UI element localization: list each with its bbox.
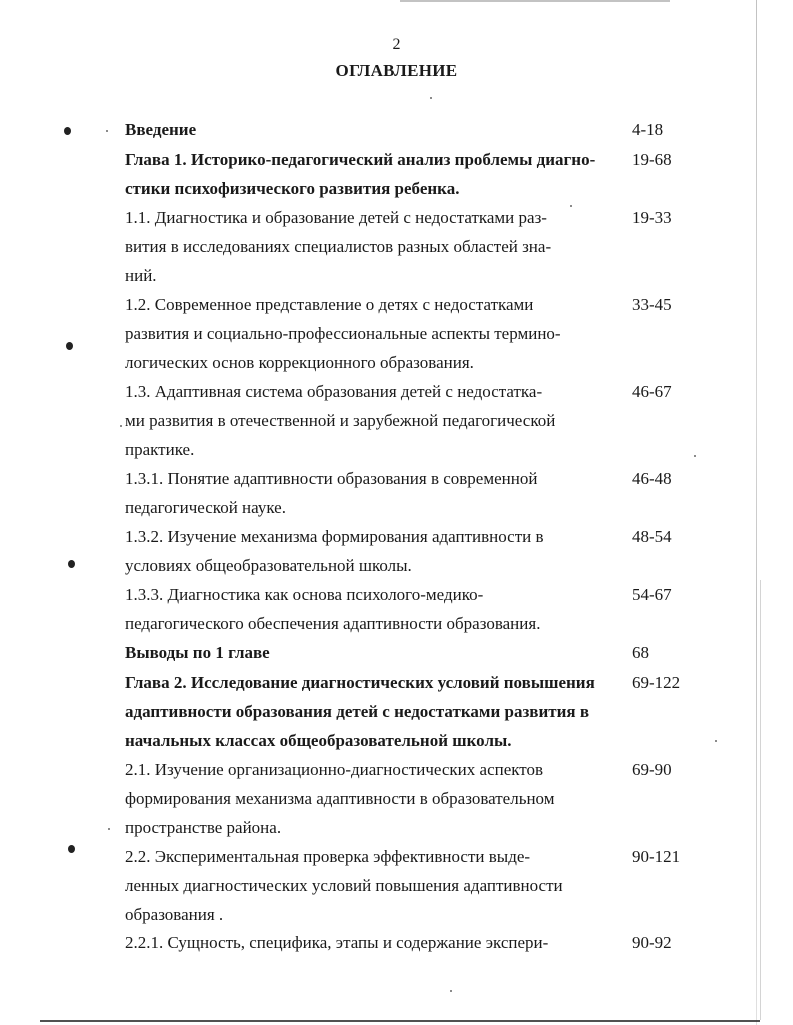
page-number: 2	[392, 36, 401, 53]
toc-entry-text: пространстве района.	[125, 818, 282, 837]
toc-entry-text: Глава 2. Исследование диагностических условий повышения	[125, 673, 595, 692]
scan-speck	[450, 990, 452, 992]
toc-entry-pages: 48-54	[632, 527, 672, 546]
scan-speck	[108, 828, 110, 830]
toc-entry-pages: 4-18	[632, 120, 664, 139]
toc-entry-text: практике.	[125, 440, 195, 459]
toc-entry-text: стики психофизического развития ребенка.	[125, 179, 460, 198]
toc-entry-text: 2.2.1. Сущность, специфика, этапы и содержание экспери-	[125, 933, 549, 952]
toc-entry-text: 1.1. Диагностика и образование детей с недостатками раз-	[125, 208, 547, 227]
toc-entry-text: 1.3.1. Понятие адаптивности образования в современной	[125, 469, 538, 488]
toc-entry-text: педагогической науке.	[125, 498, 286, 517]
binding-hole-mark	[64, 127, 71, 135]
toc-entry-text: ленных диагностических условий повышения адаптивности	[125, 876, 563, 895]
toc-entry-text: логических основ коррекционного образования.	[125, 353, 474, 372]
toc-entry-pages: 46-48	[632, 469, 672, 488]
toc-entry-text: формирования механизма адаптивности в образовательном	[125, 789, 555, 808]
toc-entry-text: 1.3. Адаптивная система образования детей с недостатка-	[125, 382, 543, 401]
binding-hole-mark	[68, 845, 75, 853]
scan-speck	[106, 130, 108, 132]
toc-entry-pages: 90-92	[632, 933, 672, 952]
scan-speck	[694, 455, 696, 457]
toc-entry-text: начальных классах общеобразовательной школы.	[125, 731, 512, 750]
toc-entry-pages: 46-67	[632, 382, 672, 401]
scan-speck	[430, 97, 432, 99]
scan-edge-right-inner	[760, 580, 761, 1020]
scan-edge-right	[756, 0, 757, 1025]
page-title: ОГЛАВЛЕНИЕ	[335, 61, 458, 80]
toc-entry-text: 2.2. Экспериментальная проверка эффективности выде-	[125, 847, 531, 866]
binding-hole-mark	[68, 560, 75, 568]
toc-entry-text: Глава 1. Историко-педагогический анализ проблемы диагно-	[125, 150, 596, 169]
binding-hole-mark	[66, 342, 73, 350]
toc-entry-pages: 90-121	[632, 847, 681, 866]
scan-speck	[715, 740, 717, 742]
scan-speck	[570, 205, 572, 207]
toc-entry-text: Введение	[125, 120, 197, 139]
toc-entry-pages: 69-122	[632, 673, 681, 692]
toc-entry-text: развития и социально-профессиональные аспекты термино-	[125, 324, 561, 343]
scan-edge-top	[400, 0, 670, 2]
toc-entry-pages: 19-68	[632, 150, 672, 169]
toc-entry-text: ми развития в отечественной и зарубежной педагогической	[125, 411, 556, 430]
toc-entry-text: адаптивности образования детей с недостатками развития в	[125, 702, 590, 721]
toc-entry-pages: 19-33	[632, 208, 672, 227]
toc-entry-text: 1.3.2. Изучение механизма формирования адаптивности в	[125, 527, 544, 546]
scan-speck	[120, 425, 122, 427]
toc-entry-text: образования .	[125, 905, 224, 924]
toc-entry-text: 1.3.3. Диагностика как основа психолого-медико-	[125, 585, 484, 604]
toc-entry-text: вития в исследованиях специалистов разных областей зна-	[125, 237, 552, 256]
toc-entry-text: Выводы по 1 главе	[125, 643, 270, 662]
toc-entry-text: 2.1. Изучение организационно-диагностических аспектов	[125, 760, 544, 779]
toc-entry-text: 1.2. Современное представление о детях с недостатками	[125, 295, 534, 314]
scan-edge-bottom	[40, 1020, 760, 1022]
toc-entry-pages: 33-45	[632, 295, 672, 314]
toc-entry-text: ний.	[125, 266, 157, 285]
toc-entry-text: педагогического обеспечения адаптивности образования.	[125, 614, 541, 633]
toc-entry-pages: 54-67	[632, 585, 672, 604]
toc-entry-text: условиях общеобразовательной школы.	[125, 556, 412, 575]
toc-entry-pages: 68	[632, 643, 649, 662]
toc-entry-pages: 69-90	[632, 760, 672, 779]
